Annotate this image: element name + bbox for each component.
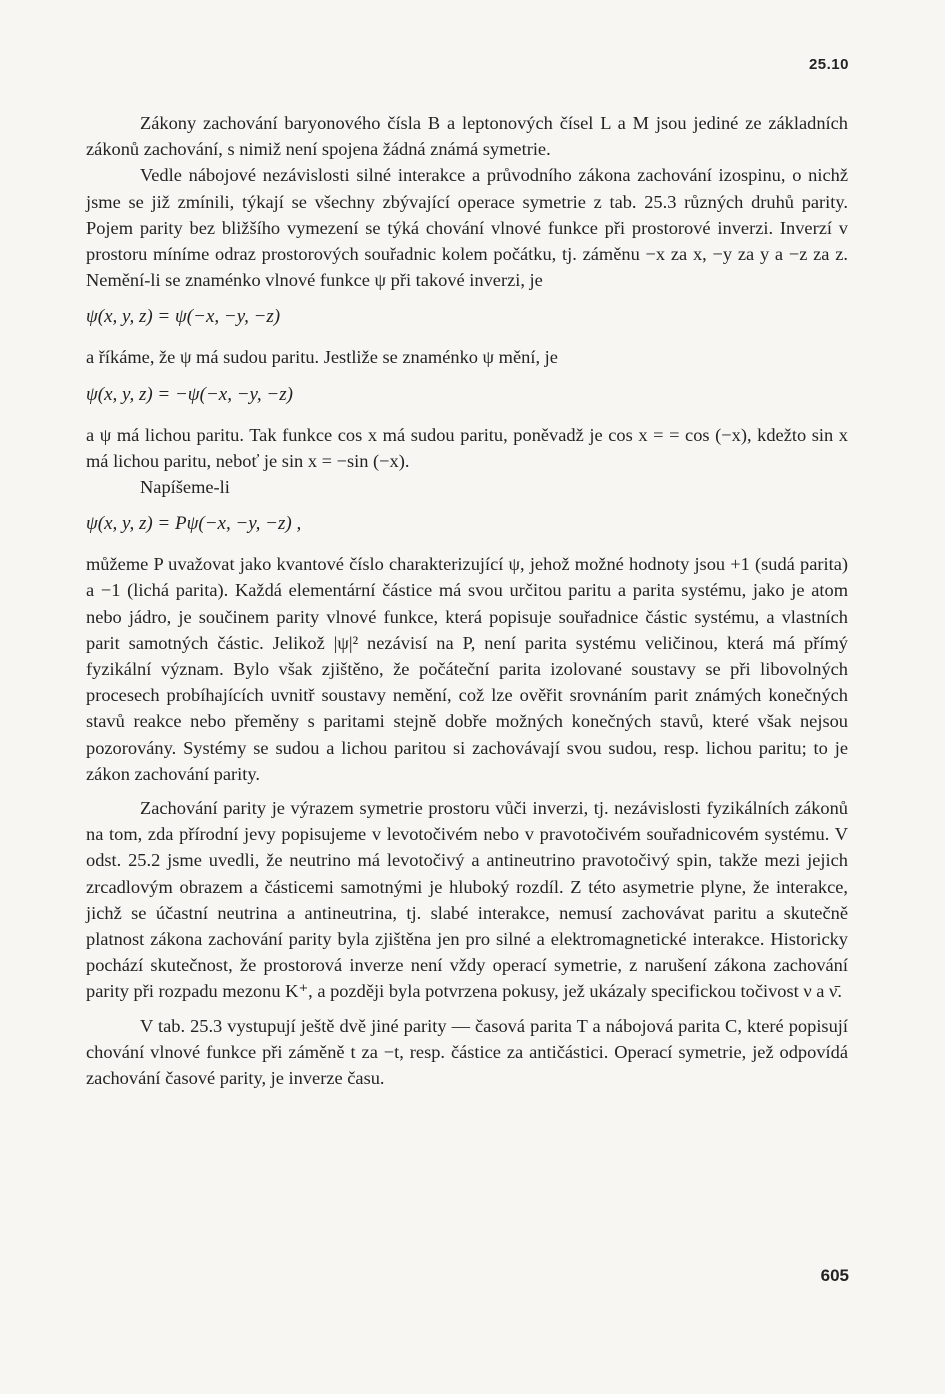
paragraph-conservation-laws: Zákony zachování baryonového čísla B a leptonových čísel L a M jsou jediné ze základních zákonů zachování, s nimiž není spojena žádná známá symetrie.	[86, 113, 848, 160]
equation-odd-parity: ψ(x, y, z) = −ψ(−x, −y, −z)	[86, 383, 293, 405]
equation-even-parity: ψ(x, y, z) = ψ(−x, −y, −z)	[86, 306, 281, 328]
page-number: 605	[820, 1266, 849, 1285]
equation-parity-number: ψ(x, y, z) = Pψ(−x, −y, −z) ,	[86, 513, 302, 535]
page-header: 25.10	[808, 56, 849, 73]
paragraph-write-intro: Napíšeme-li	[140, 477, 230, 498]
paragraph-other-parities: V tab. 25.3 vystupují ještě dvě jiné parity — časová parita T a nábojová parita C, které popisují chování vlnové funkce při záměně t za −t, resp. částice za antičástici. Operací symetrie, jež odpovídá zachování časové parity, je inverze času.	[86, 1015, 848, 1089]
paragraph-parity-symmetry: Zachování parity je výrazem symetrie prostoru vůči inverzi, tj. nezávislosti fyzikálních zákonů na tom, zda přírodní jevy popisujeme v levotočivém nebo v pravotočivém souřadnicovém systému. V odst. 25.2 jsme uvedli, že neutrino má levotočivý a antineutrino pravotočivý spin, takže mezi jejich zrcadlovým obrazem a částicemi samotnými je hluboký rozdíl. Z této asymetrie plyne, že interakce, jichž se účastní neutrina a antineutrina, tj. slabé interakce, nemusí zachovávat paritu a skutečně platnost zákona zachování parity byla zjištěna jen pro silné a elektromagnetické interakce. Historicky pochází skutečnost, že prostorová inverze není vždy operací symetrie, z narušení zákona zachování parity při rozpadu mezonu K⁺, a později byla potvrzena pokusy, jež ukázaly specifickou točivost ν a ν̄.	[86, 798, 848, 1002]
paragraph-even-parity: a říkáme, že ψ má sudou paritu. Jestliže se znaménko ψ mění, je	[86, 347, 558, 368]
paragraph-parity-definition: Vedle nábojové nezávislosti silné interakce a průvodního zákona zachování izospinu, o nichž jsme se již zmínili, týkají se všechny zbývající operace symetrie z tab. 25.3 různých druhů parity. Pojem parity bez bližšího vymezení se týká chování vlnové funkce při prostorové inverzi. Inverzí v prostoru míníme odraz prostorových souřadnic kolem počátku, tj. záměnu −x za x, −y za y a −z za z. Nemění-li se znaménko vlnové funkce ψ při takové inverzi, je	[86, 165, 848, 291]
paragraph-parity-quantum-number: můžeme P uvažovat jako kvantové číslo charakterizující ψ, jehož možné hodnoty jsou +1 (sudá parita) a −1 (lichá parita). Každá elementární částice má svou určitou paritu a parita systému, jako je atom nebo jádro, je součinem parity vlnové funkce, která popisuje souřadnice částic systému, a vlastních parit samotných částic. Jelikož |ψ|² nezávisí na P, není parita systému veličinou, která má přímý fyzikální význam. Bylo však zjištěno, že počáteční parita izolované soustavy se při libovolných procesech probíhajících uvnitř soustavy nemění, což lze ověřit srovnáním parit známých konečných stavů reakce nebo přeměny s paritami stejně dobře možných konečných stavů, které však nejsou pozorovány. Systémy se sudou a lichou paritou si zachovávají svou sudou, resp. lichou paritu; to je zákon zachování parity.	[86, 554, 848, 784]
paragraph-odd-parity: a ψ má lichou paritu. Tak funkce cos x má sudou paritu, poněvadž je cos x = = cos (−x), kdežto sin x má lichou paritu, neboť je sin x = −sin (−x).	[86, 424, 848, 471]
body-text	[86, 110, 848, 1091]
